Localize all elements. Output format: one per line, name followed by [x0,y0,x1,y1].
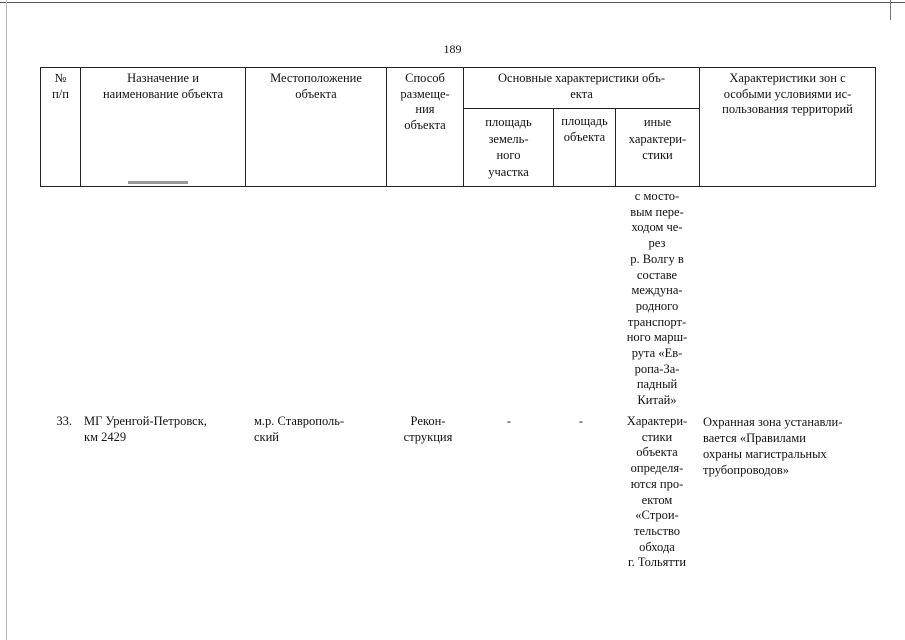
header-location: Местоположение объекта [270,71,362,101]
row33-method: Рекон- струкция [403,414,453,444]
row33-num: 33. [56,414,72,428]
header-name: Назначение и наименование объекта [102,71,224,101]
header-bottom-border [40,186,875,187]
page-edge-top [0,2,905,3]
header-zones: Характеристики зон с особыми условиями ис- пользования территорий [722,71,853,116]
header-land-area: площадь земель- ного участка [485,115,532,179]
page-edge-right [890,0,891,20]
header-method: Способ размеще- ния объекта [400,71,450,132]
row33-other-characteristics: Характери- стики объекта определя- ются про- ектом «Строи- тельство обхода г. Тольятти [626,414,688,570]
header-object-area: площадь объекта [561,114,608,144]
page-edge-left [6,0,7,640]
row33-object-area: - [578,414,584,428]
row33-land-area: - [506,414,512,428]
subheader-divider [463,108,699,109]
scan-smudge [128,181,188,184]
row33-name: МГ Уренгой-Петровск, км 2429 [84,414,207,444]
header-other-characteristics: иные характери- стики [628,115,687,162]
header-top-border [40,67,875,68]
page-number: 189 [443,42,462,56]
row33-location: м.р. Ставрополь- ский [254,414,345,444]
col-border-8 [875,67,876,187]
continuation-other-characteristics: с мосто- вым пере- ходом че- рез р. Волгу в составе междуна- родного транспорт- ного марш- рута «Ев- ропа-За- падный Китай» [626,189,688,408]
row33-zones: Охранная зона устанавли- вается «Правилами охраны магистральных трубопроводов» [703,415,843,477]
header-main-characteristics: Основные характеристики объ- екта [498,71,665,101]
header-num: № п/п [52,71,69,101]
